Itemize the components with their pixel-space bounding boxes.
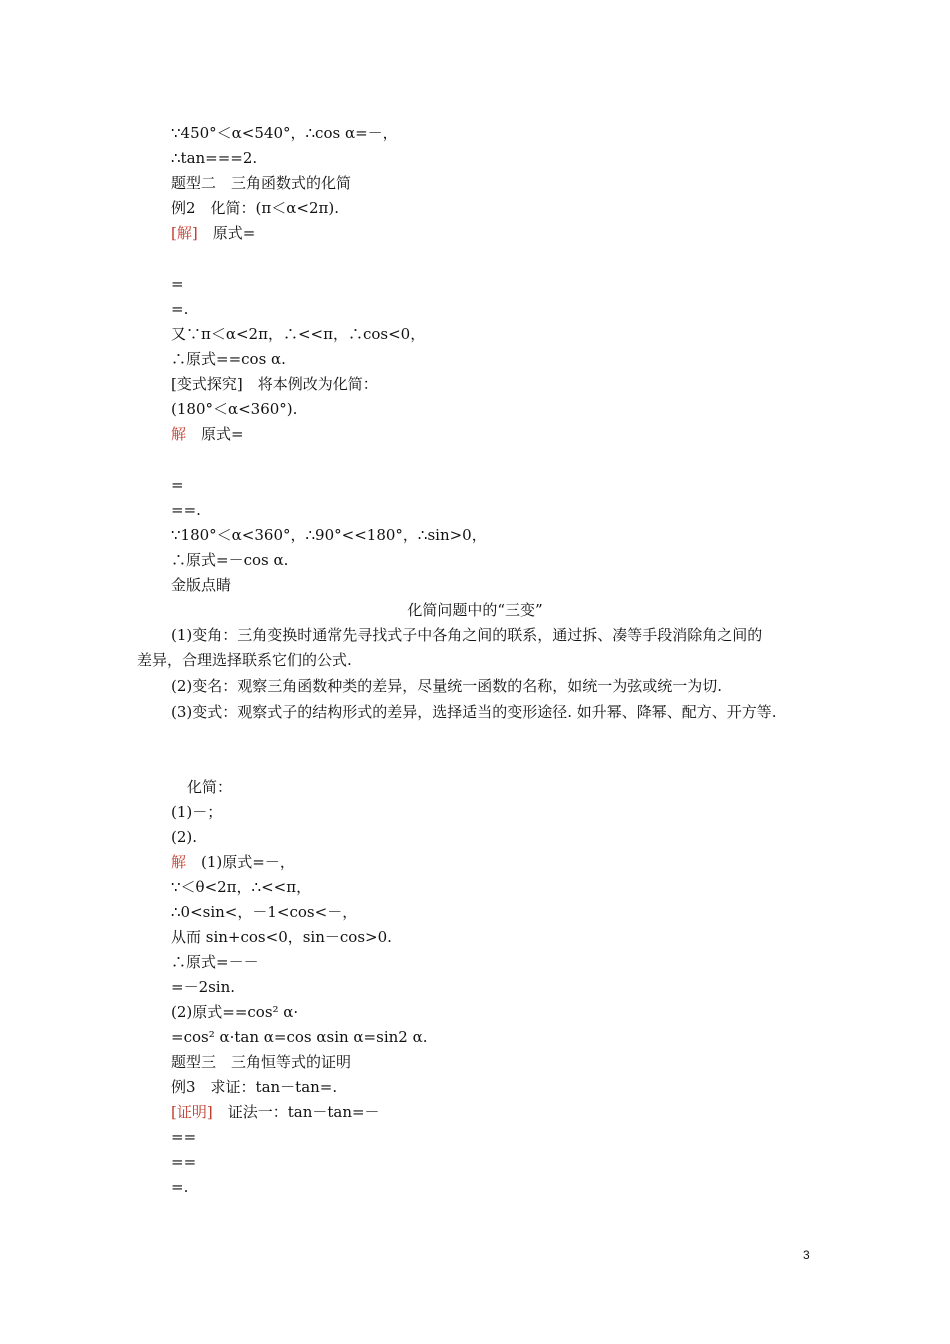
solution-text: 原式= — [197, 224, 256, 242]
text-line: =cos² α·tan α=cos αsin α=sin2 α. — [171, 1028, 428, 1046]
tip-paragraph: (1)变角：三角变换时通常先寻找式子中各角之间的联系，通过拆、凑等手段消除角之间的 — [171, 626, 763, 644]
solution-text: (1)原式=－， — [186, 853, 295, 871]
tip-paragraph: 差异，合理选择联系它们的公式. — [137, 651, 352, 669]
proof-line — [171, 1102, 380, 1122]
proof-text: 证法一：tan－tan=－ — [212, 1103, 380, 1121]
solution-line — [171, 852, 295, 872]
text-line: 又∵π＜α<2π，∴<<π，∴cos<0， — [171, 325, 426, 343]
solution-line — [171, 223, 255, 243]
text-line: 从而 sin+cos<0，sin－cos>0. — [171, 928, 392, 946]
tip-paragraph: (3)变式：观察式子的结构形式的差异，选择适当的变形途径. 如升幂、降幂、配方、开方等. — [171, 703, 777, 721]
example-heading: 例2 化简：(π＜α<2π). — [171, 199, 339, 217]
text-line: ∵＜θ<2π，∴<<π， — [171, 878, 312, 896]
text-line: (180°＜α<360°). — [171, 400, 298, 418]
proof-label: [证明] — [171, 1103, 213, 1121]
text-line: (1)－； — [171, 803, 223, 821]
solution-text: 原式= — [186, 425, 244, 443]
example-heading: 例3 求证：tan－tan=. — [171, 1078, 338, 1096]
page-number: 3 — [803, 1248, 810, 1262]
text-line: =－2sin. — [171, 978, 236, 996]
section-heading: 题型三 三角恒等式的证明 — [171, 1053, 352, 1071]
text-line: =. — [171, 300, 189, 318]
section-heading: 题型二 三角函数式的化简 — [171, 174, 352, 192]
text-line: = — [171, 476, 184, 494]
text-line: (2)原式==cos² α· — [171, 1003, 299, 1021]
solution-label: 解 — [171, 425, 187, 443]
text-line: == — [171, 1128, 197, 1146]
text-line: == — [171, 1153, 197, 1171]
text-line: ∴原式==cos α. — [171, 350, 286, 368]
text-line: ∴0<sin<，－1<cos<－， — [171, 903, 358, 921]
text-line: ∴原式=－cos α. — [171, 551, 289, 569]
solution-label: 解 — [171, 853, 187, 871]
tip-box-title: 化简问题中的“三变” — [407, 601, 543, 619]
exercise-heading: 化简： — [187, 778, 233, 796]
variant-heading: [变式探究] 将本例改为化简： — [171, 375, 378, 393]
text-line: ∵180°＜α<360°，∴90°<<180°，∴sin>0， — [171, 526, 487, 544]
text-line: ∵450°＜α<540°，∴cos α=－， — [171, 124, 398, 142]
text-line: ==. — [171, 501, 201, 519]
text-line: ∴原式=－－ — [171, 953, 259, 971]
text-line: ∴tan===2. — [171, 149, 258, 167]
text-line: =. — [171, 1178, 189, 1196]
tip-paragraph: (2)变名：观察三角函数种类的差异，尽量统一函数的名称，如统一为弦或统一为切. — [171, 677, 723, 695]
text-line: (2). — [171, 828, 198, 846]
text-line: = — [171, 275, 184, 293]
solution-label: [解] — [171, 224, 198, 242]
tip-heading: 金版点睛 — [171, 576, 232, 594]
solution-line — [171, 424, 244, 444]
